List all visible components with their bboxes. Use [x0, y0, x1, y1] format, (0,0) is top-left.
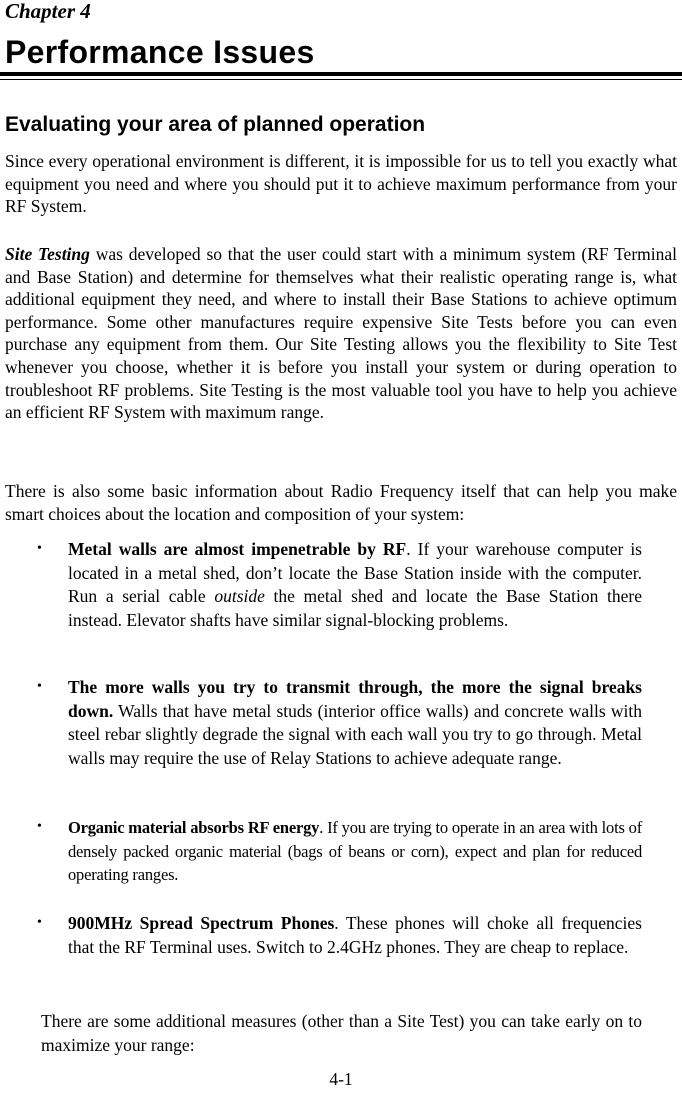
- list-item-body: . These phones will choke all frequencies that the RF Terminal uses. Switch to 2.4GHz phones. They are cheap to replace.: [68, 913, 642, 957]
- bullet-glyph: •: [37, 679, 42, 694]
- list-item-text: [68, 912, 642, 959]
- list-item-emphasis: outside: [214, 586, 265, 606]
- list-item-body-end: the metal shed and locate the Base Station there instead. Elevator shafts have similar signal-blocking problems.: [68, 586, 642, 630]
- list-item-text: [68, 538, 642, 632]
- page-title: Performance Issues: [5, 34, 315, 70]
- site-testing-term: Site Testing: [5, 244, 90, 264]
- site-testing-text: was developed so that the user could start with a minimum system (RF Terminal and Base Station) and determine for themselves what their realistic operating range is, what additional equipment they need, and where to install their Base Stations to achieve optimum performance. Some other manufactures require expensive Site Tests before you can even purchase any equipment from them. Our Site Testing allows you the flexibility to Site Test whenever you choose, whether it is before you install your system or during operation to troubleshoot RF problems. Site Testing is the most valuable tool you have to help you achieve an efficient RF System with maximum range.: [5, 244, 678, 423]
- intro-paragraph: Since every operational environment is different, it is impossible for us to tell you exactly what equipment you need and where you should put it to achieve maximum performance from your RF System.: [5, 151, 677, 217]
- bullet-glyph: •: [37, 915, 42, 930]
- list-item-lead: Metal walls are almost impenetrable by RF: [68, 539, 407, 559]
- list-item-body: . If your warehouse computer is located in a metal shed, don’t locate the Base Station inside with the computer. Run a serial cable: [68, 539, 642, 606]
- section-heading: Evaluating your area of planned operation: [5, 113, 426, 136]
- list-item-text: [68, 676, 642, 770]
- rf-info-paragraph: There is also some basic information about Radio Frequency itself that can help you make smart choices about the location and composition of your system:: [5, 481, 677, 524]
- title-rule-thin: [0, 79, 682, 80]
- list-item-lead: The more walls you try to transmit through, the more the signal breaks down.: [68, 677, 642, 721]
- site-testing-paragraph: [5, 243, 677, 424]
- list-item-text: [68, 816, 642, 887]
- title-rule-thick: [0, 72, 682, 76]
- bullet-glyph: •: [37, 541, 42, 556]
- chapter-label: Chapter 4: [5, 0, 91, 23]
- list-item-lead: Organic material absorbs RF energy: [68, 818, 320, 837]
- list-item-body: . If you are trying to operate in an area with lots of densely packed organic material (bags of beans or corn), expect and plan for reduced operating ranges.: [68, 818, 643, 884]
- page-number: 4-1: [329, 1069, 353, 1089]
- list-item-lead: 900MHz Spread Spectrum Phones: [68, 913, 335, 933]
- additional-measures-paragraph: There are some additional measures (other than a Site Test) you can take early on to maximize your range:: [41, 1011, 642, 1055]
- list-item-body: Walls that have metal studs (interior office walls) and concrete walls with steel rebar slightly degrade the signal with each wall you try to go through. Metal walls may require the use of Relay Stations to achieve adequate range.: [68, 700, 642, 768]
- bullet-glyph: •: [37, 819, 42, 834]
